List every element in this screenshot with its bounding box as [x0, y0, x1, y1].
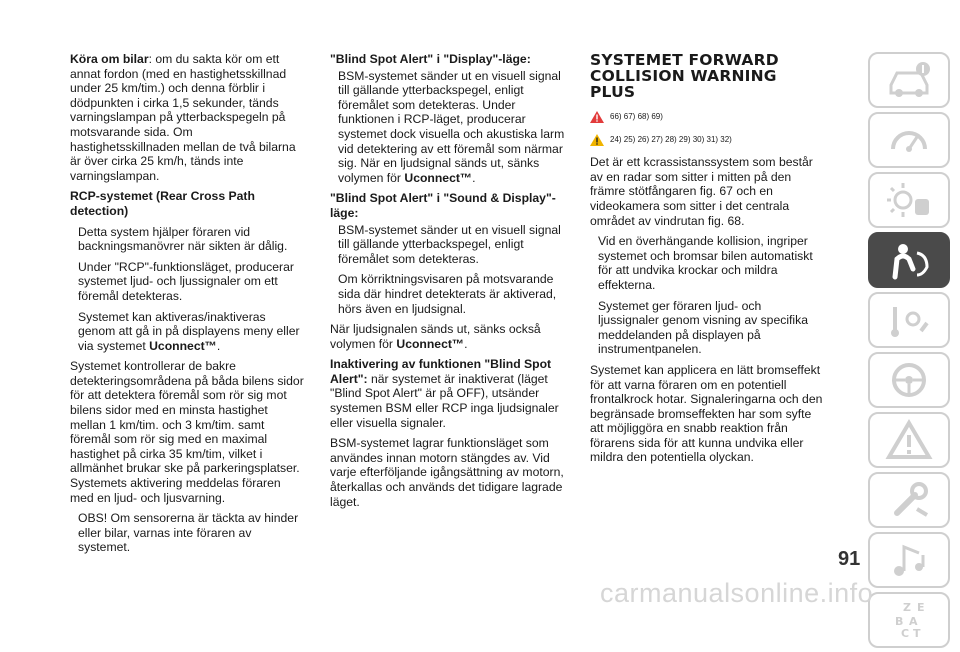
reference-numbers: 24) 25) 26) 27) 28) 29) 30) 31) 32): [610, 134, 732, 144]
warning-refs: [590, 110, 825, 125]
paragraph: Systemet kontrollerar de bakre detekteringsområdena på båda bilens sidor för att detektera föremål som rör sig mot bilens sidor med en minsta hastighet mellan 1 km/tim. och 3 km/tim. samt föremål som rör sig med en maximal hastighet på cirka 35 km/tim, vilket i allmänhet brukar ske på parkeringsplatser. Systemets aktivering meddelas föraren med en ljud- och ljusvarning.: [70, 359, 304, 505]
page-number: 91: [838, 548, 861, 570]
paragraph: [330, 69, 565, 186]
column-3: [590, 52, 825, 471]
section-title-line: SYSTEMET FORWARD: [590, 51, 779, 69]
warning-triangle-icon: [590, 111, 604, 123]
safety-icon[interactable]: [868, 232, 950, 288]
section-heading-rcp: RCP-systemet (Rear Cross Path detection): [70, 189, 255, 218]
tools-icon[interactable]: [868, 292, 950, 348]
punctuation: .: [472, 170, 476, 185]
paragraph: Detta system hjälper föraren vid backningsmanövrer när sikten är dålig.: [78, 224, 288, 254]
paragraph-overtaking: [70, 52, 305, 183]
dashboard-icon[interactable]: [868, 112, 950, 168]
music-icon[interactable]: [868, 532, 950, 588]
paragraph: [330, 357, 565, 430]
car-info-icon[interactable]: [868, 52, 950, 108]
column-2: [330, 52, 565, 515]
column-1: [70, 52, 305, 561]
paragraph: [330, 322, 565, 351]
paragraph-text: BSM-systemet sänder ut en visuell signal till gällande ytterbackspegel, enligt föremålet som detekteras. Under funktionen i RCP-läget, producerar systemet dock visuella och akustiska larm vid detektering av ett föremål som närmar sig. När en ljudsignal sänds ut, sänks volymen för: [338, 68, 565, 185]
subheading: "Blind Spot Alert" i "Sound & Display"-läge:: [330, 191, 556, 220]
paragraph-text: : om du sakta kör om ett annat fordon (med en hastighetsskillnad under 25 km/tim.) och denna förblir i dödpunkten i cirka 1,5 sekunder, tänds varningslampan på ytterbackspegeln på motsvarande sida. Om hastighetsskillnaden mellan de två bilarna är över cirka 25 km/h, tänds inte varningslampan.: [70, 52, 296, 183]
steering-wheel-icon[interactable]: [868, 352, 950, 408]
bold-term: Uconnect™: [396, 336, 465, 351]
paragraph: BSM-systemet sänder ut en visuell signal till gällande ytterbackspegel, enligt föremålet som detekteras.: [338, 222, 561, 266]
paragraph-text: när systemet är inaktiverat (läget "Blind Spot Alert" är på OFF), utsänder systemen BSM eller RCP inga ljudsignaler eller visuella signaler.: [330, 371, 559, 430]
paragraph-note: OBS! Om sensorerna är täckta av hinder eller bilar, varnas inte föraren av systemet.: [78, 511, 299, 555]
paragraph: Vid en överhängande kollision, ingriper systemet och bromsar bilen automatiskt för att undvika krockar och mildra effekterna.: [598, 234, 813, 292]
bold-term: Inaktivering av funktionen "Blind Spot Alert":: [330, 357, 552, 386]
caution-refs: [590, 133, 825, 148]
svg-text:Z: Z: [903, 601, 911, 614]
paragraph: Under "RCP"-funktionsläget, producerar systemet ljud- och ljussignaler om ett föremål detekteras.: [78, 259, 294, 303]
svg-text:A: A: [909, 615, 918, 628]
svg-text:T: T: [913, 627, 921, 640]
bold-term: Uconnect™: [149, 338, 217, 353]
bold-term: Köra om bilar: [70, 52, 149, 66]
svg-text:E: E: [917, 601, 925, 614]
punctuation: .: [464, 336, 468, 351]
paragraph: Systemet kan applicera en lätt bromseffekt för att varna föraren om en potentiell frontalkrock hotar. Signaleringarna och den begränsade bromseffekten har som syfte att möjliggöra en snabb reaktion från förarens sida för att kunna undvika eller mildra den potentiella olyckan.: [590, 362, 823, 465]
section-title: [590, 52, 825, 100]
paragraph-text: Systemet kan aktiveras/inaktiveras genom att gå in på displayens meny eller via systemet: [78, 309, 300, 353]
paragraph: Systemet ger föraren ljud- och ljussignaler genom visning av specifika meddelanden på displayen på instrumentpanelen.: [598, 298, 809, 357]
paragraph: Det är ett kcrassistanssystem som består av en radar som sitter i mitten på den främre stötfångaren fig. 67 och en videokamera som sitter i det centrala området av vindrutan fig. 68.: [590, 155, 813, 228]
paragraph: Om körriktningsvisaren på motsvarande sida där hindret detekterats är aktiverad, hörs även en ljudsignal.: [338, 272, 557, 316]
svg-text:C: C: [901, 627, 910, 640]
bold-term: Uconnect™: [404, 170, 473, 185]
warning-icon[interactable]: [868, 412, 950, 468]
reference-numbers: 66) 67) 68) 69): [610, 112, 663, 121]
lights-icon[interactable]: [868, 172, 950, 228]
section-title-line: COLLISION WARNING PLUS: [590, 67, 777, 101]
wrench-icon[interactable]: [868, 472, 950, 528]
svg-text:B: B: [895, 615, 904, 628]
subheading: "Blind Spot Alert" i "Display"-läge:: [330, 52, 531, 66]
caution-triangle-icon: [590, 134, 604, 146]
index-icon[interactable]: [868, 592, 950, 648]
watermark: carmanualsonline.info: [600, 578, 874, 608]
paragraph-activation: [70, 310, 305, 354]
punctuation: .: [216, 338, 221, 353]
paragraph-text: När ljudsignalen sänds ut, sänks också volymen för: [330, 322, 541, 351]
paragraph: BSM-systemet lagrar funktionsläget som användes innan motorn stängdes av. Vid varje efterföljande igångsättning av motorn, återkallas och används det tidigare lagrade läget.: [330, 436, 564, 509]
chapter-sidebar: [860, 52, 960, 652]
